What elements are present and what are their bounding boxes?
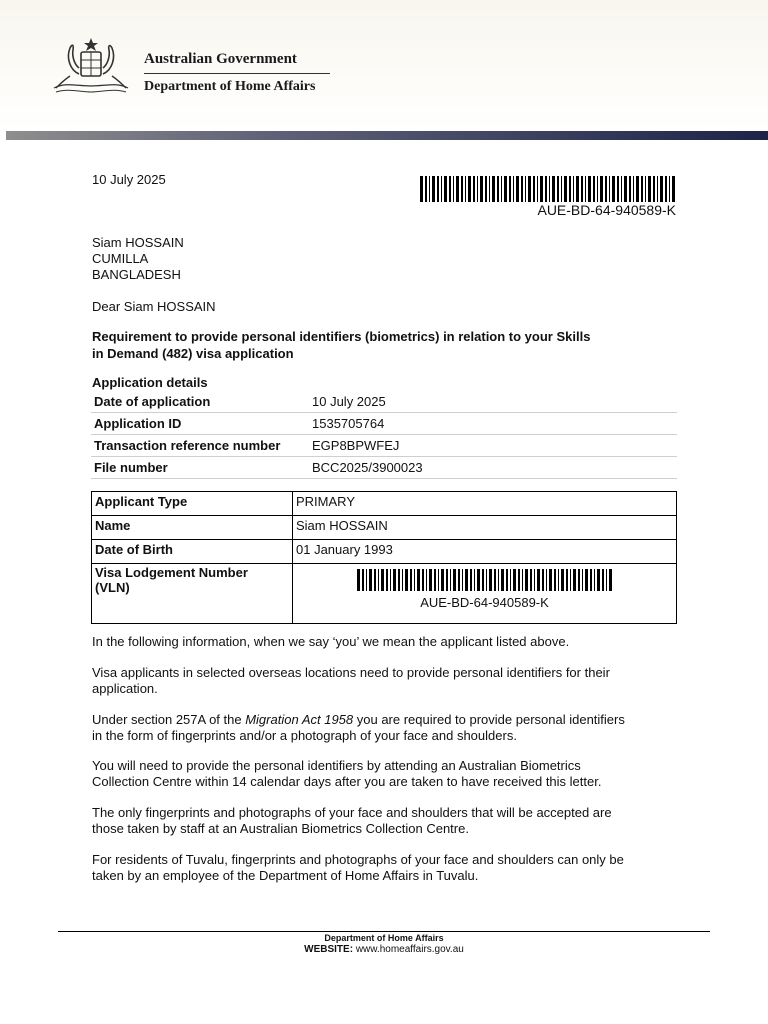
detail-label: Date of application: [91, 391, 309, 413]
barcode-bar: [657, 176, 658, 202]
barcode-bar: [441, 569, 444, 591]
barcode-bar: [473, 176, 475, 202]
subject-line-1: Requirement to provide personal identifiers (biometrics) in relation to your Skills: [92, 329, 591, 344]
barcode-bar: [597, 569, 600, 591]
table-row: [92, 540, 677, 564]
barcode-bar: [602, 569, 604, 591]
barcode-bar: [378, 569, 379, 591]
barcode-bar: [509, 176, 511, 202]
paragraph-4: [92, 758, 692, 790]
footer-department: Department of Home Affairs: [324, 933, 444, 943]
barcode-bar: [518, 569, 520, 591]
barcode-bar: [558, 569, 559, 591]
barcode-bar: [438, 569, 439, 591]
detail-label: Transaction reference number: [91, 435, 309, 457]
barcode-bar: [516, 176, 519, 202]
barcode-bar: [374, 569, 376, 591]
barcode-bar: [453, 569, 456, 591]
paragraph-3: [92, 712, 692, 744]
barcode-bar: [468, 176, 471, 202]
barcode-bar: [441, 176, 442, 202]
paragraph-5-line-2: those taken by staff at an Australian Biometrics Collection Centre.: [92, 821, 469, 836]
migration-act-title: Migration Act 1958: [245, 712, 354, 727]
barcode-bar: [636, 176, 639, 202]
barcode-bar: [545, 176, 547, 202]
table-row: [91, 413, 677, 435]
barcode-bar: [612, 176, 615, 202]
website-link[interactable]: www.homeaffairs.gov.au: [355, 944, 464, 955]
barcode-bar: [609, 176, 610, 202]
barcode-bar: [624, 176, 627, 202]
recipient-country: BANGLADESH: [92, 267, 181, 282]
barcode-bar: [429, 569, 432, 591]
applicant-table: [91, 491, 677, 624]
name-label: Name: [92, 516, 293, 540]
barcode-bar: [402, 569, 403, 591]
barcode-bar: [665, 176, 667, 202]
barcode-bar: [386, 569, 388, 591]
barcode-bar: [506, 569, 508, 591]
barcode-bar: [489, 569, 492, 591]
barcode-bar: [477, 569, 480, 591]
barcode-bar: [465, 569, 468, 591]
barcode-bar: [410, 569, 412, 591]
barcode-bar: [554, 569, 556, 591]
recipient-name: Siam HOSSAIN: [92, 235, 184, 250]
barcode-bar: [582, 569, 583, 591]
barcode-bar: [504, 176, 507, 202]
applicant-type-value: PRIMARY: [293, 492, 677, 516]
barcode-bar: [393, 569, 396, 591]
detail-value: BCC2025/3900023: [309, 457, 677, 479]
barcode-bar: [566, 569, 568, 591]
barcode-bar: [422, 569, 424, 591]
barcode-bar: [477, 176, 478, 202]
barcode-bar: [633, 176, 634, 202]
barcode-bar: [486, 569, 487, 591]
barcode-bar: [513, 176, 514, 202]
barcode-bar: [432, 176, 435, 202]
letter-reference: AUE-BD-64-940589-K: [537, 202, 676, 218]
barcode-bar: [521, 176, 523, 202]
barcode-bar: [581, 176, 583, 202]
barcode-bar: [461, 176, 463, 202]
barcode-bar: [573, 569, 576, 591]
subject-line-2: in Demand (482) visa application: [92, 346, 294, 361]
barcode-bar: [489, 176, 490, 202]
barcode-bar: [609, 569, 612, 591]
paragraph-1: In the following information, when we say ‘you’ we mean the applicant listed above.: [92, 634, 570, 649]
barcode-bar: [534, 569, 535, 591]
paragraph-3-post: you are required to provide personal identifiers: [353, 712, 625, 727]
barcode-bar: [533, 176, 535, 202]
barcode-bar: [552, 176, 555, 202]
detail-label: Application ID: [91, 413, 309, 435]
barcode-bar: [653, 176, 655, 202]
barcode-bar: [573, 176, 574, 202]
barcode-bar: [366, 569, 367, 591]
website-label: WEBSITE:: [304, 944, 354, 955]
barcode-bar: [426, 569, 427, 591]
barcode-bar: [465, 176, 466, 202]
barcode-bar: [498, 569, 499, 591]
table-row: [91, 457, 677, 479]
barcode-bar: [362, 569, 364, 591]
barcode-bar: [549, 569, 552, 591]
paragraph-6-line-2: taken by an employee of the Department of Home Affairs in Tuvalu.: [92, 868, 479, 883]
barcode-icon: [357, 569, 613, 591]
name-value: Siam HOSSAIN: [293, 516, 677, 540]
paragraph-5: [92, 805, 692, 837]
barcode-bar: [600, 176, 603, 202]
paragraph-3-line-1: [92, 712, 692, 728]
barcode-bar: [485, 176, 487, 202]
footer-divider: [58, 931, 710, 932]
paragraph-2-line-1: Visa applicants in selected overseas locations need to provide personal identifiers for their: [92, 665, 610, 680]
barcode-bar: [381, 569, 384, 591]
barcode-bar: [420, 176, 423, 202]
application-details-heading: Application details: [92, 375, 208, 390]
table-row: [92, 492, 677, 516]
barcode-bar: [561, 176, 562, 202]
barcode-bar: [357, 569, 360, 591]
barcode-bar: [585, 176, 586, 202]
paragraph-6-line-1: For residents of Tuvalu, fingerprints and photographs of your face and shoulders can only be: [92, 852, 624, 867]
barcode-bar: [522, 569, 523, 591]
paragraph-3-pre: Under section 257A of the: [92, 712, 246, 727]
barcode-bar: [569, 176, 571, 202]
salutation: Dear Siam HOSSAIN: [92, 299, 216, 314]
dob-value: 01 January 1993: [293, 540, 677, 564]
vln-cell: [293, 564, 677, 624]
barcode-bar: [669, 176, 670, 202]
barcode-bar: [576, 176, 579, 202]
barcode-bar: [585, 569, 588, 591]
barcode-bar: [513, 569, 516, 591]
barcode-bar: [405, 569, 408, 591]
barcode-bar: [564, 176, 567, 202]
header-color-band: [6, 131, 768, 140]
letter-date: 10 July 2025: [92, 172, 166, 187]
barcode-bar: [369, 569, 372, 591]
barcode-bar: [417, 569, 420, 591]
barcode-bar: [645, 176, 646, 202]
detail-value: 10 July 2025: [309, 391, 677, 413]
detail-label: File number: [91, 457, 309, 479]
barcode-bar: [588, 176, 591, 202]
barcode-bar: [462, 569, 463, 591]
barcode-bar: [446, 569, 448, 591]
barcode-bar: [429, 176, 430, 202]
barcode-bar: [593, 176, 595, 202]
table-row: [91, 391, 677, 413]
detail-value: 1535705764: [309, 413, 677, 435]
detail-value: EGP8BPWFEJ: [309, 435, 677, 457]
vln-label: [92, 564, 293, 624]
dob-label: Date of Birth: [92, 540, 293, 564]
barcode-bar: [617, 176, 619, 202]
barcode-bar: [525, 176, 526, 202]
barcode-bar: [492, 176, 495, 202]
barcode-bar: [629, 176, 631, 202]
barcode-bar: [482, 569, 484, 591]
barcode-bar: [456, 176, 459, 202]
barcode-bar: [458, 569, 460, 591]
barcode-icon: [420, 176, 676, 202]
table-row: [92, 564, 677, 624]
barcode-bar: [540, 176, 543, 202]
paragraph-3-line-2: in the form of fingerprints and/or a photograph of your face and shoulders.: [92, 728, 517, 743]
barcode-bar: [570, 569, 571, 591]
barcode-bar: [390, 569, 391, 591]
barcode-bar: [501, 569, 504, 591]
department-name: Department of Home Affairs: [144, 79, 316, 94]
government-name: Australian Government: [144, 51, 297, 67]
barcode-bar: [494, 569, 496, 591]
paragraph-4-line-1: You will need to provide the personal identifiers by attending an Australian Biometrics: [92, 758, 581, 773]
barcode-bar: [453, 176, 454, 202]
barcode-bar: [648, 176, 651, 202]
header-divider: [144, 73, 330, 74]
table-row: [92, 516, 677, 540]
paragraph-2-line-2: application.: [92, 681, 158, 696]
barcode-bar: [450, 569, 451, 591]
paragraph-5-line-1: The only fingerprints and photographs of your face and shoulders that will be accepted are: [92, 805, 612, 820]
barcode-bar: [537, 569, 540, 591]
barcode-bar: [528, 176, 531, 202]
barcode-bar: [510, 569, 511, 591]
vln-label-line-2: (VLN): [95, 580, 130, 595]
footer-website: [0, 944, 768, 955]
barcode-bar: [480, 176, 483, 202]
paragraph-6: [92, 852, 692, 884]
barcode-bar: [434, 569, 436, 591]
paragraph-2: [92, 665, 692, 697]
barcode-bar: [449, 176, 451, 202]
vln-value: AUE-BD-64-940589-K: [420, 595, 549, 610]
barcode-bar: [437, 176, 439, 202]
application-details-table: [91, 391, 677, 479]
barcode-bar: [530, 569, 532, 591]
barcode-bar: [537, 176, 538, 202]
barcode-bar: [557, 176, 559, 202]
barcode-bar: [546, 569, 547, 591]
barcode-bar: [672, 176, 675, 202]
barcode-bar: [497, 176, 499, 202]
barcode-bar: [501, 176, 502, 202]
table-row: [91, 435, 677, 457]
barcode-bar: [474, 569, 475, 591]
paragraph-4-line-2: Collection Centre within 14 calendar days after you are taken to have received this letter.: [92, 774, 602, 789]
barcode-bar: [641, 176, 643, 202]
barcode-bar: [605, 176, 607, 202]
barcode-bar: [597, 176, 598, 202]
barcode-bar: [414, 569, 415, 591]
barcode-bar: [425, 176, 427, 202]
vln-label-line-1: Visa Lodgement Number: [95, 565, 248, 580]
applicant-type-label: Applicant Type: [92, 492, 293, 516]
recipient-city: CUMILLA: [92, 251, 149, 266]
barcode-bar: [606, 569, 607, 591]
barcode-bar: [561, 569, 564, 591]
barcode-bar: [444, 176, 447, 202]
barcode-bar: [590, 569, 592, 591]
barcode-bar: [594, 569, 595, 591]
barcode-bar: [398, 569, 400, 591]
barcode-bar: [621, 176, 622, 202]
coat-of-arms-icon: [46, 36, 136, 98]
barcode-bar: [470, 569, 472, 591]
barcode-bar: [525, 569, 528, 591]
barcode-bar: [660, 176, 663, 202]
barcode-bar: [578, 569, 580, 591]
barcode-bar: [542, 569, 544, 591]
barcode-bar: [549, 176, 550, 202]
